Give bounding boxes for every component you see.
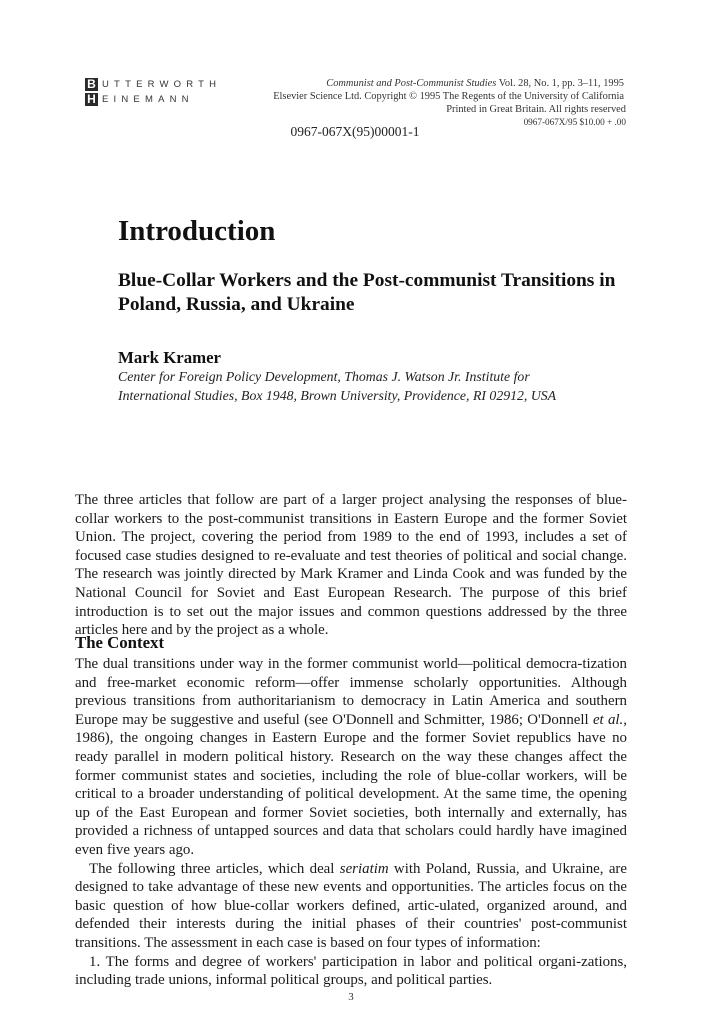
logo-text-heinemann: EINEMANN — [102, 94, 194, 105]
logo-text-butterworth: UTTERWORTH — [102, 79, 222, 90]
context-list-item-1: 1. The forms and degree of workers' participation in labor and political organi-zations, including trade unions, informal political groups, and political parties. — [75, 953, 627, 989]
context-p2-text-a: The following three articles, which deal — [89, 860, 340, 877]
author-affiliation: Center for Foreign Policy Development, Thomas J. Watson Jr. Institute for International Studies, Box 1948, Brown University, Providence, RI 02912, USA — [118, 369, 557, 403]
logo-initial-b: B — [85, 78, 98, 91]
journal-citation-line — [226, 77, 624, 90]
journal-info — [226, 77, 626, 129]
intro-paragraph: The three articles that follow are part of a larger project analysing the responses of blue-collar workers to the post-communist transitions in Eastern Europe and the former Soviet Union. The project, covering the period from 1989 to the end of 1993, includes a set of focused case studies designed to re-evaluate and test theories of political and social change. The research was jointly directed by Mark Kramer and Linda Cook and was funded by the National Council for Soviet and East European Research. The purpose of this brief introduction is to set out the major issues and common questions addressed by the three articles here and by the project as a whole. — [75, 492, 627, 639]
logo-initial-h: H — [85, 93, 98, 106]
page-number: 3 — [348, 991, 354, 1003]
journal-volume: Vol. 28, No. 1, pp. 3–11, 1995 — [498, 78, 624, 89]
article-doi: 0967-067X(95)00001-1 — [290, 124, 420, 139]
publisher-logo — [85, 77, 222, 108]
intro-section — [75, 491, 627, 640]
issn-price: 0967-067X/95 $10.00 + .00 — [523, 117, 626, 127]
article-title: Introduction — [118, 215, 276, 247]
copyright-line: Elsevier Science Ltd. Copyright © 1995 The Regents of the University of California — [273, 91, 624, 102]
context-p2-text-b: with Poland, Russia, and Ukraine, are designed to take advantage of these new events and opportunities. The articles focus on the basic question of how blue-collar workers defined, artic-ulated, organized around, and defended their interests during the initial phases of their countries' post-communist transitions. The assessment in each case is based on four types of information: — [75, 860, 627, 951]
context-section — [75, 655, 627, 990]
context-p2-seriatim: seriatim — [339, 860, 389, 877]
author-name: Mark Kramer — [118, 348, 221, 367]
context-p1-text-b: , 1986), the ongoing changes in Eastern Europe and the former Soviet republics have no ready parallel in modern political history. Research on the way these changes affect the former communist states and societies, including the role of blue-collar workers, will be critical to a broader understanding of political development. At the same time, the opening up of the East European and former Soviet societies, both internally and externally, has provided a richness of untapped sources and data that scholars could hardly have imagined even five years ago. — [75, 711, 627, 858]
context-p1-text-a: The dual transitions under way in the former communist world—political democra-tization and free-market economic reform—offer immense scholarly opportunities. Although previous transitions from authoritarianism to democracy in Latin America and southern Europe may be suggestive and useful (see O'Donnell and Schmitter, 1986; O'Donnell — [75, 656, 627, 728]
journal-name: Communist and Post-Communist Studies — [326, 78, 497, 89]
context-paragraph-2 — [75, 860, 627, 953]
section-heading: The Context — [75, 633, 165, 652]
article-subtitle: Blue-Collar Workers and the Post-communist Transitions in Poland, Russia, and Ukraine — [118, 270, 616, 315]
context-paragraph-1 — [75, 655, 627, 860]
context-p1-etal: et al. — [592, 711, 624, 728]
printed-line: Printed in Great Britain. All rights reserved — [446, 104, 626, 115]
